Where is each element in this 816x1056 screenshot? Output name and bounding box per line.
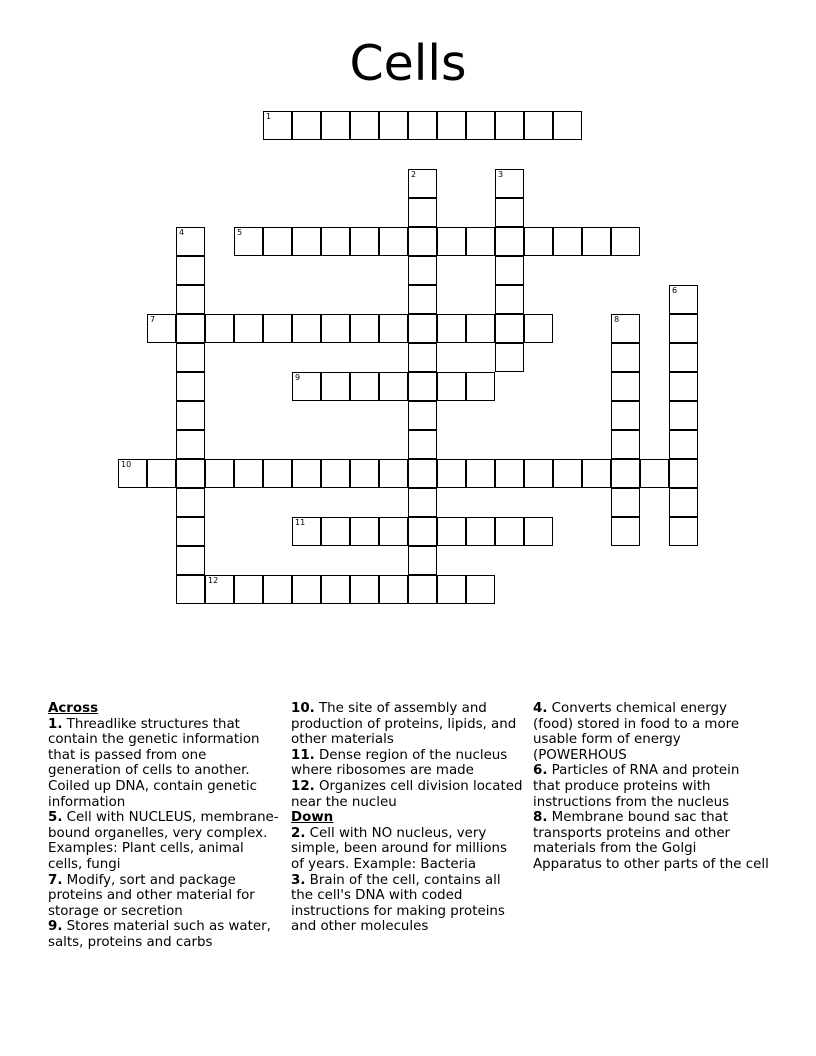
clues-column-1 xyxy=(48,701,280,951)
grid-cell[interactable] xyxy=(524,517,553,546)
grid-cell[interactable] xyxy=(437,314,466,343)
clue-text: Converts chemical energy (food) stored in food to a more usable form of energy (POWERHOUS xyxy=(533,701,740,763)
grid-cell[interactable] xyxy=(176,256,205,285)
grid-cell[interactable] xyxy=(350,227,379,256)
clue-text: Organizes cell division located near the nucleu xyxy=(291,778,523,810)
grid-cell-11[interactable] xyxy=(292,517,321,546)
cell-number: 12 xyxy=(208,576,219,585)
grid-cell[interactable] xyxy=(379,575,408,604)
grid-cell-10[interactable] xyxy=(118,459,147,488)
grid-cell[interactable] xyxy=(321,227,350,256)
grid-cell[interactable] xyxy=(437,111,466,140)
grid-cell[interactable] xyxy=(379,227,408,256)
clue-across-9 xyxy=(48,919,280,950)
clue-text: Particles of RNA and protein that produce proteins with instructions from the nucleus xyxy=(533,763,740,810)
clue-across-11 xyxy=(291,748,523,779)
grid-cell[interactable] xyxy=(176,343,205,372)
cell-number: 2 xyxy=(411,170,417,179)
grid-cell[interactable] xyxy=(669,372,698,401)
grid-cell[interactable] xyxy=(611,488,640,517)
grid-cell[interactable] xyxy=(350,111,379,140)
grid-cell[interactable] xyxy=(669,343,698,372)
grid-cell[interactable] xyxy=(292,575,321,604)
clue-down-4 xyxy=(533,701,769,763)
grid-cell[interactable] xyxy=(669,517,698,546)
grid-cell[interactable] xyxy=(669,401,698,430)
across-heading: Across xyxy=(48,701,99,716)
cell-number: 5 xyxy=(237,228,243,237)
grid-cell[interactable] xyxy=(292,459,321,488)
grid-cell[interactable] xyxy=(263,459,292,488)
grid-cell[interactable] xyxy=(495,517,524,546)
grid-cell[interactable] xyxy=(466,372,495,401)
clue-text: Cell with NO nucleus, very simple, been around for millions of years. Example: Bacteria xyxy=(291,825,508,872)
grid-cell[interactable] xyxy=(350,517,379,546)
grid-cell[interactable] xyxy=(234,459,263,488)
grid-cell[interactable] xyxy=(321,459,350,488)
clue-down-3 xyxy=(291,873,523,935)
clue-number: 1. xyxy=(48,716,63,732)
grid-cell[interactable] xyxy=(176,314,205,343)
grid-cell[interactable] xyxy=(176,488,205,517)
grid-cell[interactable] xyxy=(176,575,205,604)
clue-text: Stores material such as water, salts, proteins and carbs xyxy=(48,919,271,950)
grid-cell[interactable] xyxy=(495,111,524,140)
clue-across-12 xyxy=(291,779,523,810)
clue-text: Dense region of the nucleus where ribosomes are made xyxy=(291,747,508,779)
clue-down-8 xyxy=(533,810,769,872)
clue-across-7 xyxy=(48,873,280,920)
grid-cell-12[interactable] xyxy=(205,575,234,604)
grid-cell[interactable] xyxy=(669,314,698,343)
grid-cell[interactable] xyxy=(582,227,611,256)
grid-cell[interactable] xyxy=(495,256,524,285)
cell-number: 1 xyxy=(266,112,272,121)
grid-cell[interactable] xyxy=(234,575,263,604)
grid-cell[interactable] xyxy=(379,314,408,343)
grid-cell[interactable] xyxy=(292,111,321,140)
grid-cell[interactable] xyxy=(408,314,437,343)
clue-number: 5. xyxy=(48,810,63,826)
clue-number: 4. xyxy=(533,701,548,716)
clue-text: Threadlike structures that contain the genetic information that is passed from one generation of cells to another. Coiled up DNA, contain genetic information xyxy=(48,716,260,810)
grid-cell[interactable] xyxy=(466,111,495,140)
grid-cell[interactable] xyxy=(176,546,205,575)
grid-cell[interactable] xyxy=(553,459,582,488)
grid-cell[interactable] xyxy=(176,285,205,314)
grid-cell[interactable] xyxy=(495,314,524,343)
grid-cell[interactable] xyxy=(350,314,379,343)
grid-cell[interactable] xyxy=(437,517,466,546)
clue-text: Brain of the cell, contains all the cell's DNA with coded instructions for making proteins and other molecules xyxy=(291,872,505,935)
clue-number: 9. xyxy=(48,919,63,935)
grid-cell[interactable] xyxy=(321,111,350,140)
grid-cell[interactable] xyxy=(437,575,466,604)
clue-text: Membrane bound sac that transports proteins and other materials from the Golgi Apparatus to other parts of the cell xyxy=(533,810,769,872)
grid-cell[interactable] xyxy=(408,285,437,314)
clue-number: 6. xyxy=(533,763,548,779)
puzzle-title: Cells xyxy=(349,35,467,92)
grid-cell[interactable] xyxy=(292,314,321,343)
cell-number: 7 xyxy=(150,315,156,324)
grid-cell[interactable] xyxy=(611,401,640,430)
grid-cell[interactable] xyxy=(408,227,437,256)
grid-cell[interactable] xyxy=(611,459,640,488)
grid-cell[interactable] xyxy=(495,343,524,372)
grid-cell[interactable] xyxy=(263,314,292,343)
grid-cell[interactable] xyxy=(408,198,437,227)
grid-cell[interactable] xyxy=(379,459,408,488)
grid-cell[interactable] xyxy=(176,459,205,488)
grid-cell[interactable] xyxy=(582,459,611,488)
grid-cell-2[interactable] xyxy=(408,169,437,198)
grid-cell[interactable] xyxy=(408,111,437,140)
clue-number: 3. xyxy=(291,872,306,888)
grid-cell[interactable] xyxy=(466,517,495,546)
cell-number: 8 xyxy=(614,315,620,324)
grid-cell[interactable] xyxy=(176,372,205,401)
clue-number: 7. xyxy=(48,872,63,888)
grid-cell[interactable] xyxy=(350,575,379,604)
grid-cell-8[interactable] xyxy=(611,314,640,343)
grid-cell[interactable] xyxy=(408,488,437,517)
grid-cell[interactable] xyxy=(408,575,437,604)
cell-number: 6 xyxy=(672,286,678,295)
grid-cell[interactable] xyxy=(437,372,466,401)
grid-cell[interactable] xyxy=(437,459,466,488)
grid-cell[interactable] xyxy=(495,285,524,314)
grid-cell[interactable] xyxy=(350,459,379,488)
grid-cell[interactable] xyxy=(437,227,466,256)
grid-cell[interactable] xyxy=(466,459,495,488)
grid-cell[interactable] xyxy=(611,227,640,256)
grid-cell[interactable] xyxy=(408,372,437,401)
clue-across-1 xyxy=(48,717,280,811)
grid-cell[interactable] xyxy=(408,430,437,459)
grid-cell[interactable] xyxy=(408,256,437,285)
clue-number: 2. xyxy=(291,825,306,841)
grid-cell[interactable] xyxy=(176,517,205,546)
clue-number: 11. xyxy=(291,747,315,763)
clue-text: The site of assembly and production of proteins, lipids, and other materials xyxy=(291,701,517,748)
grid-cell[interactable] xyxy=(553,227,582,256)
cell-number: 9 xyxy=(295,373,301,382)
grid-cell[interactable] xyxy=(466,314,495,343)
grid-cell-6[interactable] xyxy=(669,285,698,314)
grid-cell[interactable] xyxy=(669,459,698,488)
grid-cell[interactable] xyxy=(524,314,553,343)
grid-cell[interactable] xyxy=(176,401,205,430)
grid-cell-9[interactable] xyxy=(292,372,321,401)
cell-number: 11 xyxy=(295,518,306,527)
clues-column-2 xyxy=(291,701,523,935)
clue-down-2 xyxy=(291,826,523,873)
grid-cell[interactable] xyxy=(321,372,350,401)
grid-cell[interactable] xyxy=(234,314,263,343)
grid-cell[interactable] xyxy=(408,546,437,575)
grid-cell[interactable] xyxy=(205,314,234,343)
grid-cell[interactable] xyxy=(321,314,350,343)
grid-cell[interactable] xyxy=(553,111,582,140)
grid-cell[interactable] xyxy=(524,111,553,140)
grid-cell[interactable] xyxy=(147,459,176,488)
grid-cell[interactable] xyxy=(321,575,350,604)
grid-cell[interactable] xyxy=(524,459,553,488)
clue-text: Cell with NUCLEUS, membrane-bound organelles, very complex. Examples: Plant cells, animal cells, fungi xyxy=(48,810,279,872)
grid-cell[interactable] xyxy=(524,227,553,256)
grid-cell[interactable] xyxy=(379,111,408,140)
clue-across-5 xyxy=(48,810,280,872)
grid-cell[interactable] xyxy=(611,343,640,372)
clue-number: 12. xyxy=(291,778,315,794)
grid-cell[interactable] xyxy=(466,227,495,256)
grid-cell[interactable] xyxy=(611,372,640,401)
grid-cell-1[interactable] xyxy=(263,111,292,140)
grid-cell[interactable] xyxy=(495,198,524,227)
grid-cell[interactable] xyxy=(176,430,205,459)
down-heading: Down xyxy=(291,810,334,826)
clue-across-10 xyxy=(291,701,523,748)
grid-cell[interactable] xyxy=(466,575,495,604)
grid-cell-4[interactable] xyxy=(176,227,205,256)
grid-cell[interactable] xyxy=(292,227,321,256)
cell-number: 4 xyxy=(179,228,185,237)
grid-cell[interactable] xyxy=(495,227,524,256)
grid-cell[interactable] xyxy=(495,459,524,488)
clue-number: 10. xyxy=(291,701,315,716)
grid-cell-5[interactable] xyxy=(234,227,263,256)
grid-cell[interactable] xyxy=(408,401,437,430)
clues-column-3 xyxy=(533,701,769,873)
grid-cell[interactable] xyxy=(640,459,669,488)
grid-cell[interactable] xyxy=(321,517,350,546)
grid-cell[interactable] xyxy=(669,488,698,517)
grid-cell[interactable] xyxy=(263,575,292,604)
clue-down-6 xyxy=(533,763,769,810)
cell-number: 3 xyxy=(498,170,504,179)
grid-cell[interactable] xyxy=(408,517,437,546)
grid-cell[interactable] xyxy=(379,517,408,546)
grid-cell[interactable] xyxy=(205,459,234,488)
grid-cell-7[interactable] xyxy=(147,314,176,343)
grid-cell[interactable] xyxy=(408,343,437,372)
grid-cell-3[interactable] xyxy=(495,169,524,198)
cell-number: 10 xyxy=(121,460,132,469)
grid-cell[interactable] xyxy=(379,372,408,401)
grid-cell[interactable] xyxy=(669,430,698,459)
grid-cell[interactable] xyxy=(350,372,379,401)
clue-number: 8. xyxy=(533,810,548,826)
grid-cell[interactable] xyxy=(408,459,437,488)
grid-cell[interactable] xyxy=(611,430,640,459)
grid-cell[interactable] xyxy=(263,227,292,256)
grid-cell[interactable] xyxy=(611,517,640,546)
clue-text: Modify, sort and package proteins and other material for storage or secretion xyxy=(48,872,255,919)
